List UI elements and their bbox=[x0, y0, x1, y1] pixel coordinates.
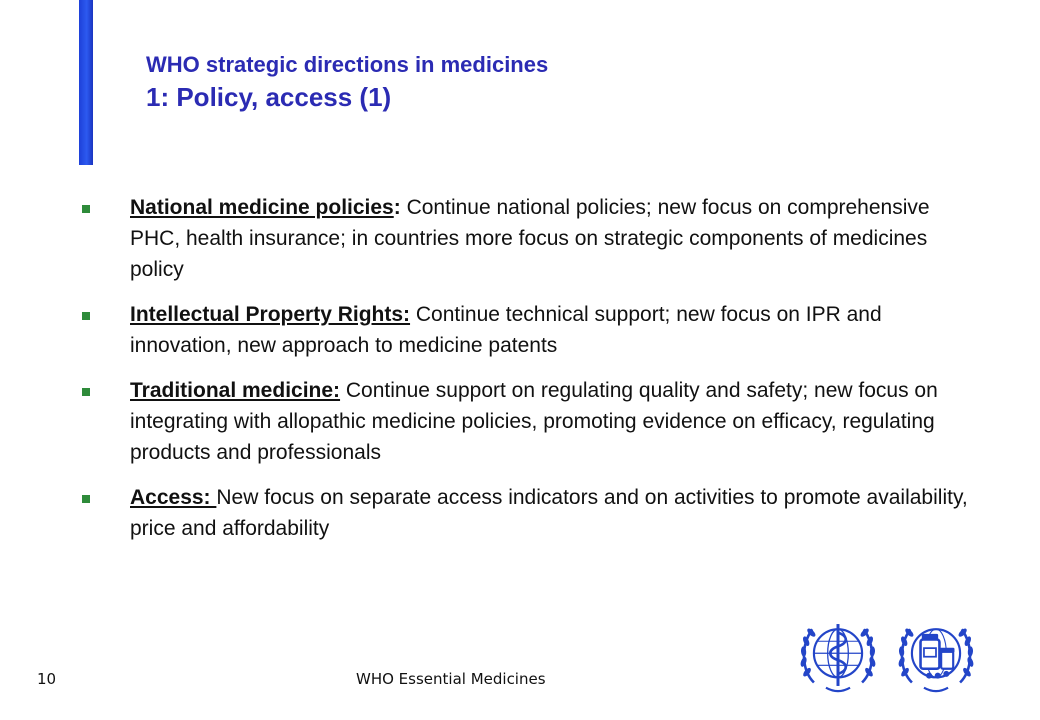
title-line-2: 1: Policy, access (1) bbox=[146, 82, 392, 112]
bullet-text: Continue technical support; new focus on IPR and innovation, new approach to medicine patents bbox=[130, 303, 882, 357]
bullet-square-icon bbox=[82, 388, 90, 396]
bullet-term: Traditional medicine: bbox=[130, 379, 341, 402]
who-emblem-icon bbox=[795, 612, 881, 698]
page-number: 10 bbox=[37, 670, 57, 688]
bullet-square-icon bbox=[82, 495, 90, 503]
bullet-text: Continue national policies; new focus on comprehensive PHC, health insurance; in countries more focus on strategic components of medicines policy bbox=[130, 196, 930, 281]
bullet-text: Continue support on regulating quality and safety; new focus on integrating with allopathic medicine policies, promoting evidence on efficacy, regulating products and professionals bbox=[130, 379, 938, 464]
bullet-list bbox=[80, 192, 980, 558]
bullet-item bbox=[80, 299, 980, 361]
essential-medicines-emblem-icon bbox=[893, 612, 979, 698]
bullet-item bbox=[80, 482, 980, 544]
bullet-item bbox=[80, 192, 980, 285]
footer-label: WHO Essential Medicines bbox=[356, 670, 546, 688]
slide-title bbox=[146, 50, 548, 114]
bullet-text: New focus on separate access indicators and on activities to promote availability, price and affordability bbox=[130, 486, 968, 540]
bullet-term: National medicine policies bbox=[130, 196, 394, 219]
title-accent-bar bbox=[79, 0, 93, 165]
bullet-square-icon bbox=[82, 205, 90, 213]
bullet-square-icon bbox=[82, 312, 90, 320]
bullet-term: Access: bbox=[130, 486, 217, 509]
bullet-separator: : bbox=[393, 196, 401, 219]
bullet-term: Intellectual Property Rights: bbox=[130, 303, 411, 326]
title-line-1: WHO strategic directions in medicines bbox=[146, 52, 549, 77]
bullet-item bbox=[80, 375, 980, 468]
